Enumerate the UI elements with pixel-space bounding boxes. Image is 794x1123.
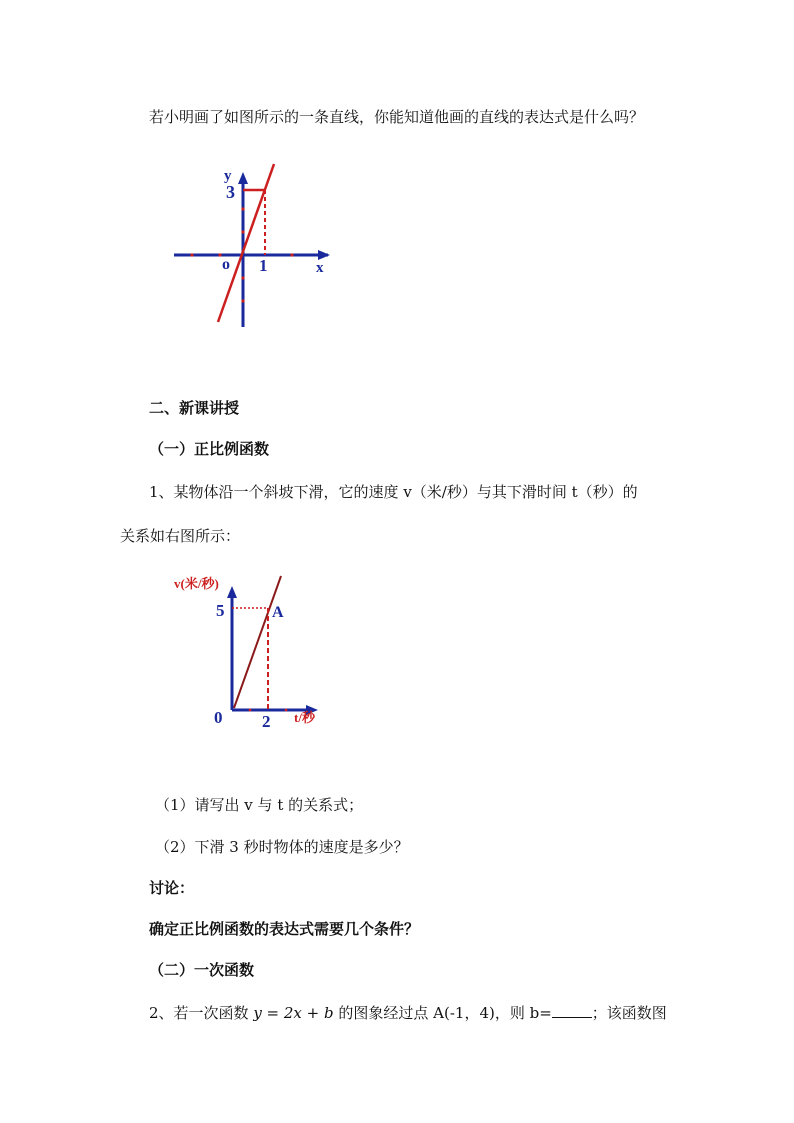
figure-line-graph — [170, 160, 340, 334]
line-graph-svg — [170, 160, 340, 330]
v-axis-label: v(米/秒) — [174, 576, 219, 591]
sub-heading-2: （二）一次函数 — [149, 961, 255, 979]
x-axis-arrow — [318, 250, 330, 260]
point-a-label: A — [272, 604, 284, 621]
y-axis-label: y — [224, 168, 232, 184]
t-tick-label: 2 — [262, 712, 271, 731]
velocity-graph-svg — [168, 568, 338, 736]
t-axis-label: t/秒 — [294, 710, 315, 725]
question-1-part-2: （2）下滑 3 秒时物体的速度是多少？ — [155, 838, 409, 856]
question-2-prefix: 2、若一次函数 — [149, 1004, 254, 1022]
origin-label: o — [222, 256, 230, 273]
answer-blank[interactable] — [552, 1003, 592, 1018]
discussion-label: 讨论： — [149, 879, 195, 897]
figure-velocity-graph — [168, 568, 338, 740]
velocity-line — [234, 576, 281, 708]
question-2-line — [149, 1003, 667, 1023]
question-1-line-1: 1、某物体沿一个斜坡下滑，它的速度 v（米/秒）与其下滑时间 t（秒）的 — [149, 483, 638, 501]
y-axis-arrow — [238, 172, 248, 184]
origin-label-2: 0 — [214, 708, 223, 727]
x-axis-label: x — [316, 260, 324, 276]
discussion-question: 确定正比例函数的表达式需要几个条件？ — [149, 920, 420, 938]
v-axis-arrow — [227, 586, 237, 598]
question-2-suffix: ；该函数图 — [591, 1004, 667, 1022]
question-2-formula: y = 2x + b — [253, 1004, 334, 1022]
v-tick-label: 5 — [216, 601, 225, 620]
section-heading: 二、新课讲授 — [149, 399, 240, 417]
question-1-part-1: （1）请写出 v 与 t 的关系式； — [155, 796, 364, 814]
x-tick-label: 1 — [259, 256, 268, 275]
sub-heading-1: （一）正比例函数 — [149, 440, 270, 458]
question-2-middle: 的图象经过点 A(-1，4)，则 b= — [333, 1004, 552, 1022]
question-1-line-2: 关系如右图所示： — [120, 527, 241, 545]
intro-question: 若小明画了如图所示的一条直线，你能知道他画的直线的表达式是什么吗？ — [149, 108, 645, 126]
y-tick-label: 3 — [226, 182, 235, 202]
